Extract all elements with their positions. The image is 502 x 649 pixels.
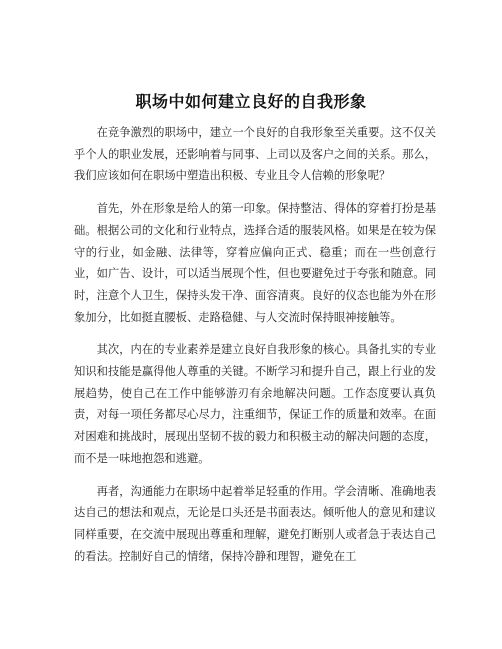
document-body [74,122,436,578]
document-title: 职场中如何建立良好的自我形象 [135,92,367,111]
paragraph-communication: 再者，沟通能力在职场中起着举足轻重的作用。学会清晰、准确地表达自己的想法和观点，无论是口头还是书面表达。倾听他人的意见和建议同样重要，在交流中展现出尊重和理解，避免打断别人或者急于表达自己的看法。控制好自己的情绪，保持冷静和理智，避免在工 [74,484,436,563]
paragraph-intro: 在竞争激烈的职场中，建立一个良好的自我形象至关重要。这不仅关乎个人的职业发展，还影响着与同事、上司以及客户之间的关系。那么，我们应该如何在职场中塑造出积极、专业且令人信赖的形象呢？ [74,126,436,183]
paragraph-professionalism: 其次，内在的专业素养是建立良好自我形象的核心。具备扎实的专业知识和技能是赢得他人尊重的关键。不断学习和提升自己，跟上行业的发展趋势，使自己在工作中能够游刃有余地解决问题。工作态度要认真负责，对每一项任务都尽心尽力，注重细节，保证工作的质量和效率。在面对困难和挑战时，展现出坚韧不拔的毅力和积极主动的解决问题的态度，而不是一味地抱怨和逃避。 [74,343,436,465]
paragraph-appearance: 首先，外在形象是给人的第一印象。保持整洁、得体的穿着打扮是基础。根据公司的文化和行业特点，选择合适的服装风格。如果是在较为保守的行业，如金融、法律等，穿着应偏向正式、稳重；而在一些创意行业，如广告、设计，可以适当展现个性，但也要避免过于夸张和随意。同时，注意个人卫生，保持头发干净、面容清爽。良好的仪态也能为外在形象加分，比如挺直腰板、走路稳健、与人交流时保持眼神接触等。 [74,202,436,324]
